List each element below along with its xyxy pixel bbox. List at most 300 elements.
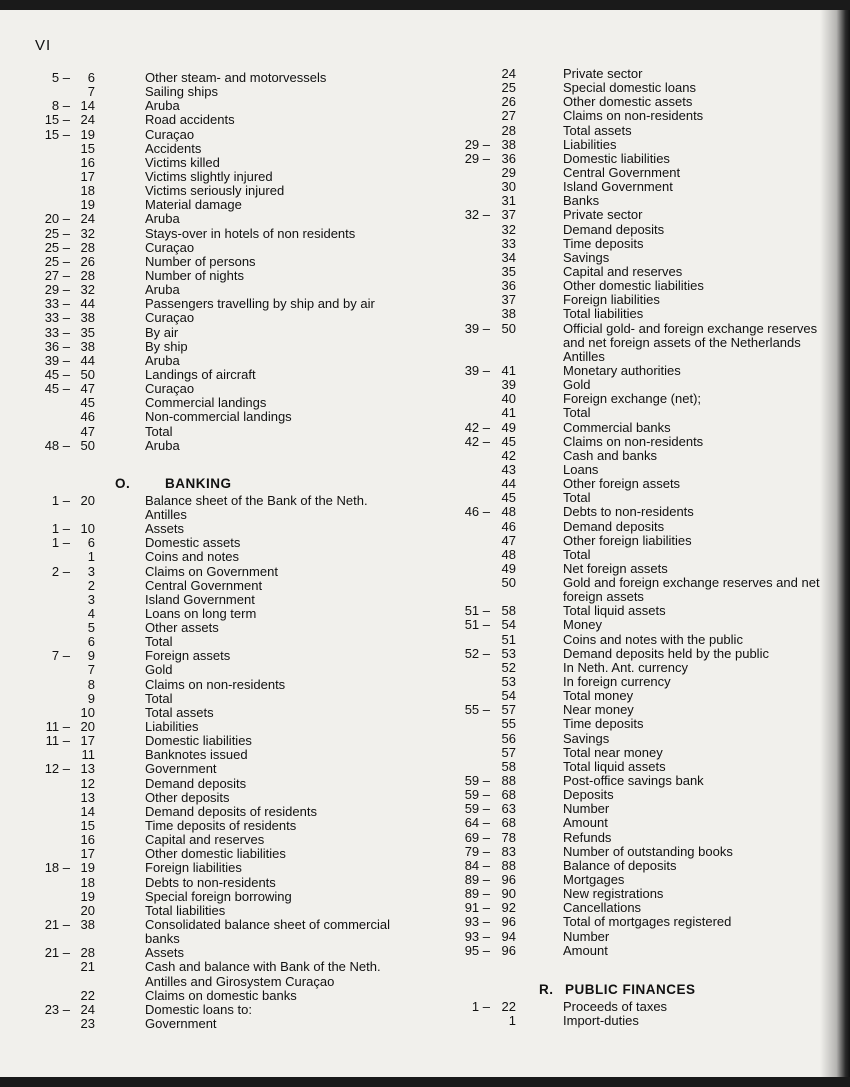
table-list-entry [20, 706, 420, 720]
table-range-to: 10 [80, 521, 95, 537]
table-title: Total assets [145, 704, 214, 720]
table-title: Official gold- and foreign exchange reserves [563, 320, 818, 336]
table-title: Foreign liabilities [145, 860, 242, 876]
table-title: Other foreign assets [563, 476, 681, 492]
table-list-entry [20, 439, 420, 453]
table-title: Curaçao [145, 239, 195, 255]
table-range-to: 14 [80, 98, 95, 114]
table-title: Government [145, 761, 217, 777]
table-list-entry [440, 307, 850, 321]
table-range-to: 19 [80, 888, 95, 904]
table-title: Capital and reserves [145, 832, 265, 848]
table-range-to: 42 [501, 447, 516, 463]
table-title: Gold and foreign exchange reserves and net [563, 575, 820, 591]
table-title: Savings [563, 249, 610, 265]
table-list-entry [440, 421, 850, 435]
table-range-to: 52 [501, 659, 516, 675]
table-range-to: 1 [87, 549, 95, 565]
table-range-to: 20 [80, 492, 95, 508]
table-title: Landings of aircraft [145, 366, 256, 382]
table-range-from: 79 – [464, 843, 490, 859]
table-list-entry [440, 520, 850, 534]
table-range-to: 15 [80, 818, 95, 834]
table-title: New registrations [563, 886, 664, 902]
table-list-entry [20, 748, 420, 762]
table-title: Monetary authorities [563, 362, 681, 378]
table-title: Other domestic liabilities [145, 846, 286, 862]
table-range-to: 7 [87, 84, 95, 100]
table-title: Other assets [145, 620, 219, 636]
table-range-to: 20 [80, 902, 95, 918]
scan-border [0, 1077, 850, 1087]
table-list-entry [20, 734, 420, 748]
table-range-from: 59 – [464, 773, 490, 789]
table-title: Aruba [145, 211, 180, 227]
table-range-to: 9 [87, 690, 95, 706]
table-list-entry [440, 435, 850, 449]
table-title: Claims on non-residents [145, 676, 286, 692]
table-title: Aruba [145, 437, 180, 453]
table-range-to: 5 [87, 620, 95, 636]
table-list-entry [440, 604, 850, 618]
table-range-to: 35 [80, 324, 95, 340]
table-range-to: 33 [501, 235, 516, 251]
table-list-entry [440, 760, 850, 774]
table-list-entry [440, 845, 850, 859]
table-range-from: 42 – [464, 419, 490, 435]
table-title: Coins and notes with the public [563, 631, 743, 647]
table-title: Total money [563, 688, 634, 704]
table-title: Liabilities [145, 719, 199, 735]
table-title: Claims on non-residents [563, 108, 704, 124]
table-title: Deposits [563, 787, 614, 803]
table-range-to: 2 [87, 577, 95, 593]
table-list-entry [440, 930, 850, 944]
table-range-to: 38 [80, 917, 95, 933]
table-range-from: 1 – [51, 492, 70, 508]
table-title: Number of nights [145, 267, 244, 283]
table-range-to: 92 [501, 900, 516, 916]
table-title: Demand deposits [145, 775, 247, 791]
table-range-to: 28 [80, 239, 95, 255]
table-list-entry [20, 805, 420, 819]
table-range-from: 33 – [44, 310, 70, 326]
table-range-from: 15 – [44, 126, 70, 142]
table-range-to: 18 [80, 183, 95, 199]
table-title: Central Government [145, 577, 263, 593]
table-range-to: 53 [501, 674, 516, 690]
table-range-from: 21 – [44, 945, 70, 961]
table-range-from: 25 – [44, 239, 70, 255]
table-title: Net foreign assets [563, 560, 668, 576]
table-title: Loans [563, 461, 599, 477]
table-title: Domestic liabilities [145, 733, 252, 749]
table-title: Total [145, 423, 173, 439]
table-list-entry [20, 241, 420, 255]
table-range-to: 21 [80, 959, 95, 975]
table-range-to: 37 [501, 292, 516, 308]
table-range-to: 40 [501, 391, 516, 407]
table-list-entry [440, 152, 850, 166]
table-range-to: 96 [501, 942, 516, 958]
table-range-from: 8 – [51, 98, 70, 114]
table-range-to: 96 [501, 872, 516, 888]
table-list-entry [20, 989, 420, 1003]
table-range-to: 39 [501, 377, 516, 393]
table-range-from: 52 – [464, 645, 490, 661]
table-title: Other foreign liabilities [563, 532, 692, 548]
table-title: Curaçao [145, 126, 195, 142]
table-list-entry [20, 340, 420, 354]
table-range-to: 47 [80, 381, 95, 397]
table-title: Number [563, 928, 610, 944]
table-list-entry [20, 678, 420, 692]
table-range-to: 47 [80, 423, 95, 439]
table-title: Material damage [145, 197, 242, 213]
table-range-to: 6 [87, 70, 95, 85]
table-title: Private sector [563, 207, 643, 223]
table-range-to: 37 [501, 207, 516, 223]
table-list-entry [20, 621, 420, 635]
section-heading [440, 980, 850, 1000]
table-list-entry [440, 633, 850, 647]
table-list-entry [20, 297, 420, 311]
table-range-to: 24 [80, 112, 95, 128]
section-letter: O. [115, 475, 131, 491]
table-range-to: 19 [80, 197, 95, 213]
table-range-to: 15 [80, 140, 95, 156]
table-range-to: 32 [80, 225, 95, 241]
table-range-to: 44 [501, 476, 516, 492]
table-list-entry [20, 522, 420, 536]
table-range-to: 24 [501, 66, 516, 81]
table-list-entry [20, 1017, 420, 1031]
table-list-entry [20, 649, 420, 663]
table-range-from: 59 – [464, 801, 490, 817]
table-list-entry [20, 269, 420, 283]
table-list-entry [440, 901, 850, 915]
book-binding-shadow [820, 10, 850, 1077]
table-list-entry [20, 565, 420, 579]
table-title: Consolidated balance sheet of commercial [145, 917, 390, 933]
table-list-entry [440, 279, 850, 293]
table-range-from: 20 – [44, 211, 70, 227]
table-range-to: 23 [80, 1016, 95, 1031]
table-range-to: 41 [501, 405, 516, 421]
table-range-to: 47 [501, 532, 516, 548]
table-title: Amount [563, 815, 608, 831]
table-range-to: 24 [80, 1001, 95, 1017]
table-range-to: 48 [501, 504, 516, 520]
table-title: Assets [145, 521, 185, 537]
table-list-entry [20, 198, 420, 212]
table-title: Cash and balance with Bank of the Neth. [145, 959, 381, 975]
table-title: Banks [563, 193, 600, 209]
table-range-from: 15 – [44, 112, 70, 128]
table-range-to: 22 [501, 998, 516, 1014]
table-title: Total liabilities [145, 902, 226, 918]
table-title: Total of mortgages registered [563, 914, 732, 930]
table-list-entry [440, 788, 850, 802]
table-range-from: 89 – [464, 886, 490, 902]
table-title: Domestic assets [145, 535, 241, 551]
table-list-entry [20, 311, 420, 325]
table-list-entry [440, 689, 850, 703]
table-list-entry [440, 336, 850, 350]
table-range-to: 49 [501, 419, 516, 435]
table-range-to: 55 [501, 716, 516, 732]
table-title: Banknotes issued [145, 747, 248, 763]
table-list-entry [20, 128, 420, 142]
table-title: Debts to non-residents [145, 874, 276, 890]
entry-list [440, 67, 850, 958]
table-range-from: 91 – [464, 900, 490, 916]
table-range-from: 51 – [464, 617, 490, 633]
table-range-from: 1 – [51, 521, 70, 537]
table-list-entry [440, 251, 850, 265]
table-title: Gold [145, 662, 173, 678]
table-title: Claims on non-residents [563, 433, 704, 449]
table-title: Proceeds of taxes [563, 998, 668, 1014]
table-list-entry [440, 1014, 850, 1028]
table-list-entry [440, 124, 850, 138]
table-range-from: 46 – [464, 504, 490, 520]
table-list-entry [440, 944, 850, 958]
table-list-entry [20, 720, 420, 734]
table-range-from: 25 – [44, 225, 70, 241]
section-heading [20, 474, 420, 494]
table-range-to: 50 [80, 366, 95, 382]
table-title: Total [145, 690, 173, 706]
table-title: Number of persons [145, 253, 256, 269]
table-range-to: 25 [501, 80, 516, 96]
entry-list [20, 71, 420, 453]
table-title: Domestic liabilities [563, 150, 670, 166]
table-list-entry [20, 396, 420, 410]
table-range-from: 12 – [44, 761, 70, 777]
table-list-entry [20, 354, 420, 368]
table-list-entry [20, 607, 420, 621]
table-range-to: 27 [501, 108, 516, 124]
table-list-entry [20, 410, 420, 424]
table-title: Demand deposits of residents [145, 803, 317, 819]
left-column [20, 71, 420, 1031]
table-range-to: 48 [501, 546, 516, 562]
table-title: Import-duties [563, 1013, 639, 1028]
table-range-to: 46 [80, 409, 95, 425]
document-page [0, 10, 850, 1077]
table-range-from: 29 – [464, 150, 490, 166]
table-title: Loans on long term [145, 605, 257, 621]
table-title: Total liabilities [563, 306, 644, 322]
table-range-from: 95 – [464, 942, 490, 958]
table-range-to: 38 [80, 338, 95, 354]
table-title: Antilles [145, 506, 187, 522]
table-range-to: 18 [80, 874, 95, 890]
table-list-entry [440, 802, 850, 816]
table-range-to: 38 [501, 306, 516, 322]
table-range-to: 44 [80, 352, 95, 368]
table-range-to: 19 [80, 860, 95, 876]
table-range-to: 45 [80, 395, 95, 411]
table-list-entry [20, 762, 420, 776]
table-title: Cash and banks [563, 447, 657, 463]
table-list-entry [20, 1003, 420, 1017]
table-list-entry [440, 95, 850, 109]
table-title: Other domestic assets [563, 94, 693, 110]
table-list-entry [440, 180, 850, 194]
table-range-to: 19 [80, 126, 95, 142]
table-title: Commercial banks [563, 419, 671, 435]
table-range-to: 31 [501, 193, 516, 209]
table-title: Total [145, 634, 173, 650]
table-range-to: 28 [80, 945, 95, 961]
table-title: Demand deposits [563, 221, 665, 237]
table-title: Foreign exchange (net); [563, 391, 702, 407]
table-range-to: 3 [87, 563, 95, 579]
table-list-entry [440, 548, 850, 562]
table-list-entry [440, 491, 850, 505]
table-list-entry [440, 562, 850, 576]
table-title: Total [563, 490, 591, 506]
table-title: By ship [145, 338, 188, 354]
table-title: Commercial landings [145, 395, 267, 411]
table-title: Stays-over in hotels of non residents [145, 225, 356, 241]
table-range-to: 68 [501, 787, 516, 803]
table-range-to: 12 [80, 775, 95, 791]
page-number: VI [35, 37, 52, 54]
table-title: Amount [563, 942, 608, 958]
table-title: Domestic loans to: [145, 1001, 252, 1017]
table-range-from: 55 – [464, 702, 490, 718]
table-range-to: 22 [80, 987, 95, 1003]
table-list-entry [440, 194, 850, 208]
table-list-entry [440, 322, 850, 336]
table-list-entry [20, 904, 420, 918]
table-range-to: 50 [80, 437, 95, 453]
table-title: Antilles and Girosystem Curaçao [145, 973, 335, 989]
table-list-entry [20, 113, 420, 127]
table-list-entry [440, 109, 850, 123]
table-title: Antilles [563, 348, 605, 364]
section-title: PUBLIC FINANCES [565, 981, 696, 997]
table-list-entry [440, 717, 850, 731]
table-list-entry [20, 819, 420, 833]
table-title: By air [145, 324, 179, 340]
table-title: Non-commercial landings [145, 409, 292, 425]
table-range-to: 32 [80, 282, 95, 298]
table-range-to: 29 [501, 164, 516, 180]
table-range-to: 6 [87, 535, 95, 551]
table-title: Claims on Government [145, 563, 278, 579]
table-list-entry [20, 425, 420, 439]
table-list-entry [440, 576, 850, 590]
table-range-from: 64 – [464, 815, 490, 831]
table-list-entry [440, 477, 850, 491]
table-range-to: 45 [501, 490, 516, 506]
table-range-to: 88 [501, 773, 516, 789]
table-title: Demand deposits [563, 518, 665, 534]
table-range-from: 21 – [44, 917, 70, 933]
table-range-to: 28 [501, 122, 516, 138]
table-title: Other domestic liabilities [563, 278, 704, 294]
table-range-from: 69 – [464, 829, 490, 845]
table-list-entry [440, 392, 850, 406]
table-list-entry [440, 406, 850, 420]
table-title: Central Government [563, 164, 681, 180]
table-list-entry [440, 81, 850, 95]
table-title: Total [563, 405, 591, 421]
table-title: Gold [563, 377, 591, 393]
table-title: Victims slightly injured [145, 168, 273, 184]
table-list-entry [20, 692, 420, 706]
table-range-to: 57 [501, 702, 516, 718]
table-list-entry [20, 71, 420, 85]
table-range-from: 89 – [464, 872, 490, 888]
table-title: Mortgages [563, 872, 625, 888]
table-title: Money [563, 617, 603, 633]
table-list-entry [20, 932, 420, 946]
table-range-from: 1 – [51, 535, 70, 551]
table-list-entry [20, 212, 420, 226]
table-range-to: 17 [80, 168, 95, 184]
table-list-entry [440, 449, 850, 463]
table-range-from: 2 – [51, 563, 70, 579]
table-range-from: 5 – [51, 70, 70, 85]
table-title: Coins and notes [145, 549, 239, 565]
table-range-from: 1 – [471, 998, 490, 1014]
table-list-entry [20, 635, 420, 649]
table-title: Road accidents [145, 112, 235, 128]
table-title: Foreign liabilities [563, 292, 660, 308]
table-list-entry [20, 227, 420, 241]
table-range-from: 23 – [44, 1001, 70, 1017]
entry-list [20, 494, 420, 1031]
table-list-entry [20, 156, 420, 170]
table-list-entry [440, 237, 850, 251]
table-title: Total near money [563, 744, 663, 760]
table-title: Accidents [145, 140, 202, 156]
table-list-entry [440, 732, 850, 746]
table-range-to: 88 [501, 857, 516, 873]
table-range-to: 50 [501, 320, 516, 336]
table-title: Aruba [145, 98, 180, 114]
table-title: Debts to non-residents [563, 504, 694, 520]
table-list-entry [20, 847, 420, 861]
table-range-to: 32 [501, 221, 516, 237]
table-title: Curaçao [145, 310, 195, 326]
table-range-to: 34 [501, 249, 516, 265]
right-column [440, 67, 850, 1028]
table-range-from: 27 – [44, 267, 70, 283]
table-list-entry [20, 283, 420, 297]
table-title: In foreign currency [563, 674, 671, 690]
table-title: Total liquid assets [563, 603, 666, 619]
table-list-entry [440, 67, 850, 81]
table-range-to: 17 [80, 733, 95, 749]
table-range-to: 38 [501, 136, 516, 152]
table-list-entry [440, 364, 850, 378]
table-title: Aruba [145, 282, 180, 298]
table-title: Other steam- and motorvessels [145, 70, 327, 85]
table-range-to: 43 [501, 461, 516, 477]
table-list-entry [440, 873, 850, 887]
table-range-to: 54 [501, 617, 516, 633]
table-list-entry [440, 590, 850, 604]
table-list-entry [440, 293, 850, 307]
table-range-to: 9 [87, 648, 95, 664]
table-range-to: 56 [501, 730, 516, 746]
